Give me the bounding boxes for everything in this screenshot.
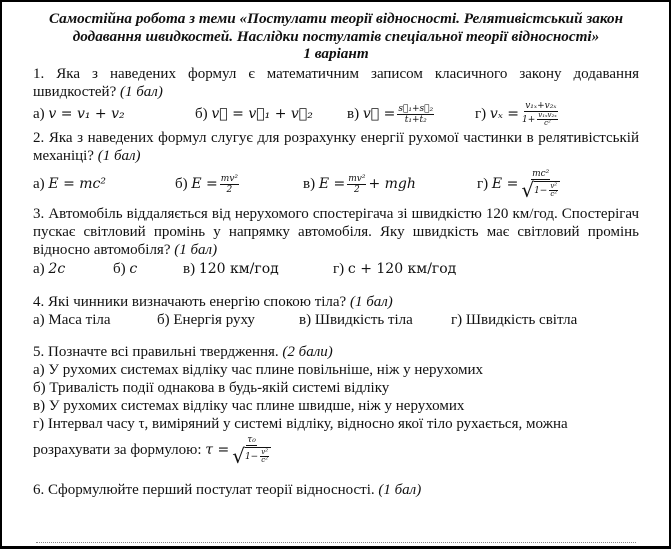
rad-part: 1− bbox=[244, 451, 259, 462]
radicand bbox=[534, 181, 560, 198]
q5-option-a[interactable]: а) У рухомих системах відліку час плине повільніше, ніж у нерухомих bbox=[33, 362, 483, 378]
numerator: mc² bbox=[532, 168, 550, 179]
fraction bbox=[220, 174, 239, 195]
question-4 bbox=[33, 293, 639, 311]
radical-sign: √ bbox=[521, 177, 535, 202]
question-6-points: (1 бал) bbox=[378, 482, 422, 498]
option-label: г) bbox=[477, 176, 489, 192]
option-label: б) bbox=[195, 106, 208, 122]
numerator: v₁ₓv₂ₓ bbox=[538, 111, 557, 119]
numerator: v₁ₓ+v₂ₓ bbox=[525, 101, 557, 111]
q2-option-v[interactable] bbox=[303, 174, 477, 195]
q4-option-a[interactable]: а) Маса тіла bbox=[33, 312, 111, 328]
denominator: c² bbox=[550, 190, 558, 198]
formula: 120 км/год bbox=[198, 261, 279, 277]
numerator: τ₀ bbox=[247, 434, 256, 445]
fraction bbox=[520, 169, 561, 200]
radicand bbox=[245, 447, 271, 464]
q2-option-b[interactable] bbox=[175, 174, 303, 195]
q4-option-v[interactable]: в) Швидкість тіла bbox=[299, 312, 413, 328]
question-5 bbox=[33, 343, 639, 361]
denominator bbox=[521, 112, 561, 127]
formula: E = mc² bbox=[48, 176, 106, 192]
formula: v⃗ = v⃗₁ + v⃗₂ bbox=[211, 106, 313, 122]
q2-option-g[interactable] bbox=[477, 169, 563, 200]
question-5-text: 5. Позначте всі правильні твердження. bbox=[33, 344, 279, 360]
question-5-points: (2 бали) bbox=[282, 344, 333, 360]
denominator: t₁+t₂ bbox=[404, 114, 427, 125]
question-6 bbox=[33, 481, 639, 499]
q3-option-b[interactable] bbox=[113, 260, 183, 278]
radical-sign: √ bbox=[232, 443, 245, 468]
formula-lhs: E = bbox=[191, 176, 218, 192]
option-label: а) bbox=[33, 106, 45, 122]
question-3-options bbox=[33, 259, 639, 279]
question-2 bbox=[33, 129, 639, 165]
top-border bbox=[0, 0, 671, 2]
q2-option-a[interactable] bbox=[33, 175, 175, 193]
formula-lhs: τ = bbox=[205, 442, 230, 458]
formula-lhs: E = bbox=[318, 176, 346, 192]
bottom-divider bbox=[36, 542, 636, 544]
sqrt bbox=[231, 443, 272, 468]
option-label: а) bbox=[33, 176, 45, 192]
sqrt bbox=[520, 177, 561, 202]
question-2-text: 2. Яка з наведених формул слугує для розрахунку енергії рухомої частинки в релятивістській механіці? bbox=[33, 130, 639, 164]
option-label: в) bbox=[303, 176, 316, 192]
question-3-points: (1 бал) bbox=[174, 242, 218, 258]
option-label: в) bbox=[347, 106, 360, 122]
title-line-1: Самостійна робота з теми «Постулати теорії відносності. Релятивістський закон bbox=[48, 10, 624, 27]
q1-option-v[interactable] bbox=[347, 104, 475, 125]
q1-option-a[interactable] bbox=[33, 105, 195, 123]
answer-space bbox=[33, 467, 639, 481]
fraction bbox=[521, 101, 561, 127]
title-line-2: додавання швидкостей. Наслідки постулатів спеціальної теорії відносності» bbox=[72, 27, 600, 45]
rad-part: 1− bbox=[534, 185, 548, 196]
fraction bbox=[231, 435, 272, 466]
option-label: б) bbox=[113, 261, 126, 277]
inner-fraction bbox=[537, 112, 558, 127]
denominator: c² bbox=[544, 119, 551, 127]
worksheet bbox=[33, 10, 639, 499]
question-2-points: (1 бал) bbox=[97, 148, 141, 164]
question-1 bbox=[33, 65, 639, 101]
denominator: 2 bbox=[226, 184, 233, 195]
q5-option-g-formula-line bbox=[33, 433, 639, 467]
option-label: а) bbox=[33, 261, 45, 277]
left-border bbox=[0, 0, 2, 549]
formula-lhs: vₓ = bbox=[489, 106, 519, 122]
q1-option-b[interactable] bbox=[195, 105, 347, 123]
option-label: в) bbox=[183, 261, 196, 277]
fraction bbox=[347, 174, 366, 195]
fraction bbox=[397, 104, 434, 125]
question-4-text: 4. Які чинники визначають енергію спокою тіла? bbox=[33, 294, 347, 310]
q5-option-g[interactable]: г) Інтервал часу τ, виміряний у системі відліку, відносно якої тіло рухається, можна bbox=[33, 416, 568, 432]
question-1-options bbox=[33, 101, 639, 127]
formula: v = v₁ + v₂ bbox=[48, 106, 125, 122]
question-6-text: 6. Сформулюйте перший постулат теорії відносності. bbox=[33, 482, 375, 498]
worksheet-title bbox=[33, 10, 639, 45]
q3-option-a[interactable] bbox=[33, 260, 113, 278]
numerator: v² bbox=[261, 448, 268, 456]
numerator: mv² bbox=[220, 173, 239, 184]
q1-option-g[interactable] bbox=[475, 101, 563, 127]
q5-option-b[interactable]: б) Тривалість події однакова в будь-якій системі відліку bbox=[33, 380, 390, 396]
variant-label: 1 варіант bbox=[303, 45, 369, 62]
q4-option-g[interactable]: г) Швидкість світла bbox=[451, 312, 578, 328]
numerator: v² bbox=[550, 182, 558, 190]
numerator: s⃗₁+s⃗₂ bbox=[398, 103, 434, 114]
question-3 bbox=[33, 205, 639, 259]
formula-lhs: E = bbox=[491, 176, 519, 192]
q3-option-g[interactable] bbox=[333, 260, 456, 278]
formula-rest: + mgh bbox=[368, 176, 416, 192]
q3-option-v[interactable] bbox=[183, 260, 333, 278]
option-label: г) bbox=[475, 106, 487, 122]
formula: c bbox=[129, 261, 138, 277]
denominator: 2 bbox=[353, 184, 360, 195]
q5-option-v[interactable]: в) У рухомих системах відліку час плине швидше, ніж у нерухомих bbox=[33, 398, 465, 414]
option-label: г) bbox=[333, 261, 345, 277]
question-1-text: 1. Яка з наведених формул є математичним записом класичного закону додавання швидкостей? bbox=[33, 66, 639, 100]
question-3-text: 3. Автомобіль віддаляється від нерухомого спостерігача зі швидкістю 120 км/год. Спостерігач пускає світловий промінь у напрямку автомобіля. Яку швидкість має світловий промінь відносно автомобіля? bbox=[33, 206, 639, 258]
q4-option-b[interactable]: б) Енергія руху bbox=[157, 312, 255, 328]
option-label: б) bbox=[175, 176, 188, 192]
formula: c + 120 км/год bbox=[347, 261, 457, 277]
inner-fraction bbox=[260, 449, 269, 464]
question-1-points: (1 бал) bbox=[120, 84, 163, 100]
question-4-points: (1 бал) bbox=[349, 294, 393, 310]
numerator: mv² bbox=[348, 173, 366, 184]
inner-fraction bbox=[549, 183, 558, 198]
formula: 2c bbox=[48, 261, 66, 277]
denominator: c² bbox=[261, 456, 268, 464]
den-part: 1+ bbox=[521, 115, 536, 125]
question-4-options bbox=[33, 311, 639, 329]
formula-lhs: v⃗ = bbox=[362, 106, 396, 122]
question-2-options bbox=[33, 165, 639, 203]
q5-formula-intro: розрахувати за формулою: bbox=[33, 442, 202, 458]
